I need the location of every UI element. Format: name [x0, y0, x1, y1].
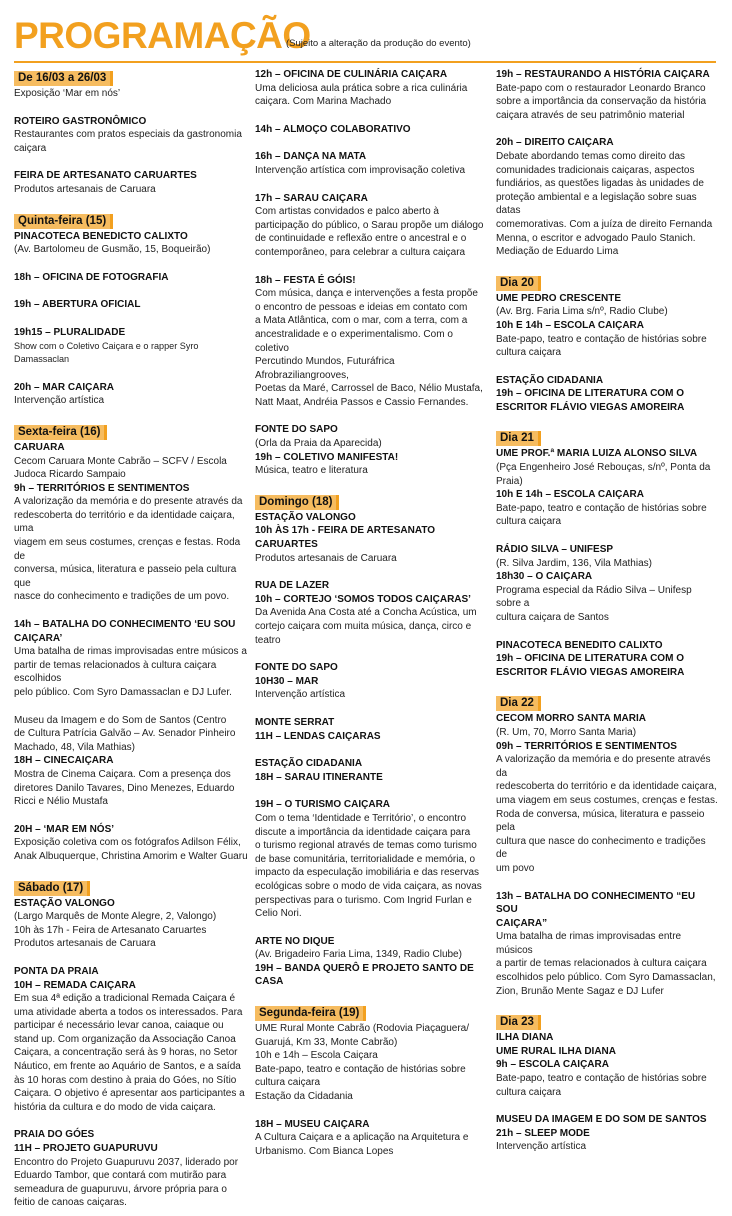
event-text: cultura caiçara de Santos — [496, 612, 609, 623]
venue-title: CECOM MORRO SANTA MARIA — [496, 713, 646, 725]
event-title: CAIÇARA” — [496, 917, 548, 929]
event-text: viagem em seus costumes, crenças e festas. Roda de — [14, 537, 241, 562]
event-text: uma atividade aberta a todos os interessados. Para — [14, 1006, 243, 1018]
event-item — [14, 87, 248, 101]
event-text: redescoberta do território e da identidade caiçara, uma — [14, 509, 235, 535]
event-text: Bate-papo, teatro e contação de histórias sobre — [496, 1073, 707, 1085]
event-text: Restaurantes com pratos especiais da gastronomia — [14, 129, 242, 141]
event-item — [14, 441, 248, 604]
event-title: 19h – OFICINA DE LITERATURA COM O — [496, 388, 684, 400]
event-title: 10h E 14h – ESCOLA CAIÇARA — [496, 489, 644, 501]
event-text: partir de temas relacionados à cultura caiçara escolhidos — [14, 659, 217, 685]
venue-address: Machado, 48, Vila Mathias) — [14, 741, 135, 753]
page-title: PROGRAMAÇÃO — [14, 15, 311, 56]
event-text: Eduardo Tambor, que contará com mutirão para — [14, 1170, 227, 1182]
event-text: Debate abordando temas como direito das — [496, 150, 686, 162]
event-text: de continuidade e reflexão entre o ancestral e o — [255, 233, 467, 245]
venue-address: Cecom Caruara Monte Cabrão – SCFV / Escola — [14, 455, 227, 467]
event-text: Show com o Coletivo Caiçara e o rapper Syro Damassaclan — [14, 340, 199, 365]
schedule-column-2 — [255, 68, 489, 1164]
event-item — [496, 890, 718, 999]
event-text: Caiçara, a concentração será às 9 horas, no Setor — [14, 1047, 238, 1059]
venue-title: UME PEDRO CRESCENTE — [496, 292, 622, 304]
event-title: 17h – SARAU CAIÇARA — [255, 192, 368, 204]
event-text: Uma deliciosa aula prática sobre a rica culinária — [255, 82, 468, 94]
event-title: 18h – OFICINA DE FOTOGRAFIA — [14, 271, 169, 283]
day-heading-segunda: Segunda-feira (19) — [255, 1006, 366, 1021]
event-item — [14, 230, 248, 257]
schedule-column-1 — [14, 68, 248, 1216]
event-title: 19h – ABERTURA OFICIAL — [14, 299, 141, 311]
event-text: ecológicas sobre o modo de vida caiçara, as novas — [255, 880, 482, 892]
event-text: Mostra de Cinema Caiçara. Com a presença dos — [14, 768, 231, 780]
event-text: Náutico, em frente ao Aquário de Santos, e a saída — [14, 1061, 241, 1073]
event-text: Bate-papo, teatro e contação de histórias sobre — [255, 1063, 466, 1075]
event-text: cultura caiçara — [496, 516, 562, 528]
event-text: Uma batalha de rimas improvisadas entre músicos — [496, 931, 682, 956]
event-text: 10h e 14h – Escola Caiçara — [255, 1050, 378, 1062]
event-item — [496, 292, 718, 360]
event-item — [255, 579, 489, 647]
event-text: história da cultura e do modo de vida caiçara. — [14, 1101, 216, 1113]
event-text: Bate-papo com o restaurador Leonardo Branco — [496, 82, 706, 94]
event-text: Uma batalha de rimas improvisadas entre músicos a — [14, 646, 247, 658]
venue-title: MONTE SERRAT — [255, 716, 335, 728]
event-title: 10h – CORTEJO ‘SOMOS TODOS CAIÇARAS’ — [255, 593, 471, 605]
event-item — [255, 150, 489, 177]
event-text: Roda de conversa, música, literatura e passeio pela — [496, 808, 705, 834]
event-text: cultura caiçara — [496, 1086, 562, 1098]
event-text: às 10 horas com destino à praia do Góes, no Sítio — [14, 1074, 237, 1086]
event-title: ROTEIRO GASTRONÔMICO — [14, 115, 147, 127]
header-divider — [14, 61, 716, 63]
event-title: ESCRITOR FLÁVIO VIEGAS AMOREIRA — [496, 401, 685, 413]
event-text: caiçara. Com Marina Machado — [255, 96, 392, 108]
event-title: 20h – DIREITO CAIÇARA — [496, 137, 614, 149]
event-text: Produtos artesanais de Caruara — [14, 183, 156, 195]
event-title: 19h – OFICINA DE LITERATURA COM O — [496, 653, 684, 665]
event-item — [496, 639, 718, 680]
event-item — [14, 271, 248, 285]
event-title: 9h – ESCOLA CAIÇARA — [496, 1059, 609, 1071]
event-item — [14, 714, 248, 809]
event-text: cultura caiçara — [496, 347, 562, 359]
event-text: Programa especial da Rádio Silva – Unifesp sobre a — [496, 584, 692, 610]
event-title: 14h – BATALHA DO CONHECIMENTO ‘EU SOU — [14, 619, 236, 631]
venue-title: ESTAÇÃO CIDADANIA — [255, 758, 363, 770]
event-text: Ricci e Nélio Mustafa — [14, 796, 108, 808]
event-text: Exposição ‘Mar em nós’ — [14, 88, 121, 99]
venue-title: RÁDIO SILVA – UNIFESP — [496, 544, 614, 556]
day-heading-dia-23: Dia 23 — [496, 1015, 541, 1030]
event-text: pelo público. Com Syro Damassaclan e DJ Lufer. — [14, 687, 232, 698]
event-title: 20h – MAR CAIÇARA — [14, 381, 115, 393]
venue-address: (Pça Engenheiro José Rebouças, s/nº, Ponta da — [496, 462, 711, 474]
event-item — [255, 716, 489, 743]
event-text: redescoberta do território e da identidade caiçara, — [496, 781, 717, 793]
event-item — [14, 298, 248, 312]
day-heading-dia-21: Dia 21 — [496, 431, 541, 446]
venue-address: (Av. Brg. Faria Lima s/nº, Radio Clube) — [496, 306, 668, 318]
event-text: discute a importância da identidade caiçara para — [255, 826, 471, 838]
event-title: CAIÇARA’ — [14, 632, 63, 644]
event-item — [255, 68, 489, 109]
event-text: contemporâneo, para celebrar a cultura caiçara — [255, 246, 466, 258]
event-text: uma viagem em seus costumes, crenças e festas. — [496, 794, 718, 806]
event-text: comemorativas. Com a juíza de direito Fernanda — [496, 218, 713, 230]
event-text: cultura caiçara — [255, 1077, 321, 1089]
event-text: stand up. Com organização da Associação Canoa — [14, 1033, 236, 1045]
event-title: 19H – O TURISMO CAIÇARA — [255, 799, 391, 811]
event-title: 9h – TERRITÓRIOS E SENTIMENTOS — [14, 482, 190, 494]
event-text: Da Avenida Ana Costa até a Concha Acústica, um — [255, 607, 477, 619]
venue-address: (Av. Bartolomeu de Gusmão, 15, Boqueirão) — [14, 244, 211, 256]
venue-title: ILHA DIANA — [496, 1032, 554, 1044]
event-title: 19h – COLETIVO MANIFESTA! — [255, 451, 399, 463]
event-text: de base comunitária, territorialidade e memória, o — [255, 853, 476, 865]
event-title: 19h15 – PLURALIDADE — [14, 326, 126, 338]
venue-address: UME Rural Monte Cabrão (Rodovia Piaçaguera/ — [255, 1023, 469, 1035]
event-title: 18H – MUSEU CAIÇARA — [255, 1118, 370, 1130]
event-text: A valorização da memória e do presente através da — [14, 496, 243, 508]
event-item — [496, 1031, 718, 1099]
event-item — [14, 618, 248, 700]
event-text: sobre a importância da conservação da história — [496, 96, 707, 108]
venue-title: ESTAÇÃO VALONGO — [255, 511, 356, 523]
event-text: participação do público, o Sarau propõe um diálogo — [255, 219, 484, 231]
day-heading-dia-22: Dia 22 — [496, 696, 541, 711]
event-text: A Cultura Caiçara e a aplicação na Arquitetura e — [255, 1132, 469, 1144]
event-title: 12h – OFICINA DE CULINÁRIA CAIÇARA — [255, 69, 448, 80]
event-item — [255, 1118, 489, 1159]
event-text: Bate-papo, teatro e contação de histórias sobre — [496, 333, 707, 345]
event-text: o turismo regional através de temas como turismo — [255, 840, 477, 852]
venue-address: Praia) — [496, 475, 523, 487]
event-title: 14h – ALMOÇO COLABORATIVO — [255, 123, 411, 135]
event-title: 10H – REMADA CAIÇARA — [14, 979, 136, 991]
venue-title: PINACOTECA BENEDITO CALIXTO — [496, 639, 663, 651]
event-item — [496, 712, 718, 875]
event-text: Anak Albuquerque, Christina Amorim e Walter Guaru — [14, 850, 248, 862]
event-text: Estação da Cidadania — [255, 1091, 353, 1103]
event-text: Percutindo Mundos, Futuráfrica Afrobraziliangrooves, — [255, 356, 395, 381]
venue-title: FONTE DO SAPO — [255, 662, 338, 674]
event-text: Exposição coletiva com os fotógrafos Adilson Félix, — [14, 837, 241, 849]
page-subtitle: (Sujeito a alteração da produção do evento) — [286, 38, 471, 49]
event-title: 18H – CINECAIÇARA — [14, 755, 114, 767]
venue-title: ESTAÇÃO VALONGO — [14, 897, 115, 909]
event-title: CASA — [255, 976, 284, 988]
event-text: Poetas da Maré, Carrossel de Baco, Nélio Mustafa, — [255, 383, 483, 395]
venue-address: (Av. Brigadeiro Faria Lima, 1349, Radio Clube) — [255, 949, 462, 961]
event-item — [255, 123, 489, 137]
event-text: comunidades tradicionais caiçaras, aspectos — [496, 164, 695, 176]
day-heading-sabado: Sábado (17) — [14, 881, 90, 896]
event-title: 21h – SLEEP MODE — [496, 1127, 590, 1139]
event-text: Em sua 4ª edição a tradicional Remada Caiçara é — [14, 993, 236, 1005]
event-text: Celio Nori. — [255, 908, 302, 920]
day-heading-16-26-mar: De 16/03 a 26/03 — [14, 71, 113, 86]
event-title: FEIRA DE ARTESANATO CARUARTES — [14, 170, 197, 182]
event-item — [255, 661, 489, 702]
venue-title: MUSEU DA IMAGEM E DO SOM DE SANTOS — [496, 1114, 707, 1126]
event-text: Natt Maat, Andréia Passos e Cassio Fernandes. — [255, 396, 469, 408]
venue-address: (Largo Marquês de Monte Alegre, 2, Valongo) — [14, 911, 217, 923]
event-title: 18H – SARAU ITINERANTE — [255, 771, 383, 783]
event-text: proteção ambiental e a legislação sobre suas datas — [496, 191, 697, 217]
event-text: nasce do conhecimento e tradições de um povo. — [14, 591, 230, 603]
venue-title: PONTA DA PRAIA — [14, 965, 99, 977]
event-item — [496, 136, 718, 258]
venue-address: Judoca Ricardo Sampaio — [14, 469, 126, 481]
event-text: cortejo caiçara com muita música, dança, circo e — [255, 621, 472, 632]
event-text: Música, teatro e literatura — [255, 465, 368, 477]
event-item — [255, 1022, 489, 1104]
venue-title: CARUARA — [14, 441, 65, 453]
event-text: a partir de temas relacionados à cultura caiçara — [496, 958, 707, 970]
event-item — [14, 115, 248, 156]
event-text: Com o tema ‘Identidade e Território’, o encontro — [255, 812, 467, 824]
venue-address: de Cultura Patrícia Galvão – Av. Senador Pinheiro — [14, 728, 236, 740]
event-text: participar é necessário levar canoa, caiaque ou — [14, 1020, 224, 1032]
event-text: caiçara através de seu patrimônio material — [496, 109, 685, 121]
event-item — [255, 757, 489, 784]
event-title: 13h – BATALHA DO CONHECIMENTO “EU SOU — [496, 890, 696, 916]
event-item — [255, 192, 489, 260]
event-item — [255, 798, 489, 920]
event-text: Mediação de Eduardo Lima — [496, 246, 619, 258]
event-item — [496, 1113, 718, 1154]
event-text: teatro — [255, 634, 281, 646]
event-text: Intervenção artística — [496, 1141, 587, 1153]
event-title: 11H – PROJETO GUAPURUVU — [14, 1143, 158, 1155]
event-text: caiçara — [14, 142, 47, 154]
event-text: feitio de canoas caiçaras. — [14, 1197, 127, 1209]
event-text: perspectivas para o turismo. Com Ingrid Furlan e — [255, 894, 472, 906]
event-title: 10H30 – MAR — [255, 675, 319, 687]
event-text: escolhidos pelo público. Com Syro Damassaclan, — [496, 972, 716, 984]
venue-title: ARTE NO DIQUE — [255, 935, 335, 947]
event-text: Menna, o escritor e advogado Paulo Stanich. — [496, 232, 696, 244]
event-text: A valorização da memória e do presente através da — [496, 754, 711, 779]
event-text: impacto da especulação imobiliária e das reservas — [255, 867, 480, 879]
venue-address: Museu da Imagem e do Som de Santos (Centro — [14, 714, 227, 726]
venue-address: (Orla da Praia da Aparecida) — [255, 438, 382, 450]
event-item — [14, 823, 248, 864]
event-text: Produtos artesanais de Caruara — [255, 552, 397, 564]
event-text: semeadura de guapuruvu, árvore própria para o — [14, 1183, 227, 1195]
venue-title: PINACOTECA BENEDICTO CALIXTO — [14, 230, 188, 242]
event-text: o encontro de pessoas e ideias em contato com — [255, 301, 468, 313]
event-text: Intervenção artística — [255, 689, 346, 701]
event-item — [14, 326, 248, 367]
event-text: Intervenção artística com improvisação coletiva — [255, 164, 466, 176]
event-text: ancestralidade e o experimentalismo. Com o coletivo — [255, 328, 453, 354]
schedule-column-3 — [496, 68, 718, 1160]
event-item — [14, 965, 248, 1115]
event-text: 10h às 17h - Feira de Artesanato Caruartes — [14, 924, 207, 936]
event-text: fundiários, as questões ligadas às unidades de — [496, 178, 704, 190]
event-item — [496, 374, 718, 415]
event-item — [496, 543, 718, 625]
day-heading-sexta: Sexta-feira (16) — [14, 425, 107, 440]
day-heading-domingo: Domingo (18) — [255, 495, 339, 510]
event-item — [496, 447, 718, 529]
event-text: um povo — [496, 862, 535, 874]
venue-title: UME PROF.ª MARIA LUIZA ALONSO SILVA — [496, 448, 698, 460]
venue-address: (R. Silva Jardim, 136, Vila Mathias) — [496, 557, 652, 569]
event-item — [14, 169, 248, 196]
venue-title: RUA DE LAZER — [255, 580, 330, 592]
event-title: 18h30 – O CAIÇARA — [496, 571, 593, 583]
event-item — [14, 897, 248, 951]
day-heading-dia-20: Dia 20 — [496, 276, 541, 291]
event-item — [496, 68, 718, 122]
venue-title: PRAIA DO GÓES — [14, 1129, 95, 1141]
event-title: 16h – DANÇA NA MATA — [255, 151, 367, 163]
event-title: CARUARTES — [255, 539, 318, 551]
event-title: ESCRITOR FLÁVIO VIEGAS AMOREIRA — [496, 666, 685, 678]
event-text: a Mata Atlântica, com o mar, com a terra, com a — [255, 315, 468, 327]
venue-subtitle: UME RURAL ILHA DIANA — [496, 1045, 616, 1057]
event-title: 11H – LENDAS CAIÇARAS — [255, 730, 381, 742]
event-item — [255, 935, 489, 989]
event-text: Com música, dança e intervenções a festa propõe — [255, 288, 478, 300]
venue-address: Guarujá, Km 33, Monte Cabrão) — [255, 1036, 398, 1048]
event-title: 20H – ‘MAR EM NÓS’ — [14, 823, 115, 835]
day-heading-quinta: Quinta-feira (15) — [14, 214, 113, 229]
event-text: Intervenção artística — [14, 395, 105, 407]
event-text: conversa, música, literatura e passeio pela cultura que — [14, 564, 237, 589]
event-title: 19h – RESTAURANDO A HISTÓRIA CAIÇARA — [496, 69, 710, 80]
event-title: 18h – FESTA É GÓIS! — [255, 274, 356, 286]
event-title: 10h E 14h – ESCOLA CAIÇARA — [496, 319, 644, 331]
event-text: diretores Danilo Tavares, Dino Menezes, Eduardo — [14, 782, 235, 794]
event-title: 09h – TERRITÓRIOS E SENTIMENTOS — [496, 740, 677, 752]
venue-title: FONTE DO SAPO — [255, 424, 338, 436]
event-item — [14, 1128, 248, 1210]
event-title: 10h ÀS 17h - FEIRA DE ARTESANATO — [255, 525, 436, 537]
event-title: 19H – BANDA QUERÔ E PROJETO SANTO DE — [255, 962, 474, 974]
event-text: Bate-papo, teatro e contação de histórias sobre — [496, 502, 707, 514]
event-item — [255, 423, 489, 477]
venue-address: (R. Um, 70, Morro Santa Maria) — [496, 726, 637, 738]
venue-title: ESTAÇÃO CIDADANIA — [496, 374, 604, 386]
event-text: Urbanismo. Com Bianca Lopes — [255, 1145, 394, 1157]
event-item — [255, 511, 489, 565]
event-text: Zion, Brunão Mente Sagaz e DJ Lufer — [496, 985, 664, 997]
event-text: cultura que nasce do conhecimento e tradições de — [496, 835, 706, 861]
event-text: Caiçara. O objetivo é apresentar aos participantes a — [14, 1088, 245, 1100]
event-text: Com artistas convidados e palco aberto à — [255, 206, 439, 218]
event-text: Produtos artesanais de Caruara — [14, 938, 156, 950]
event-item — [255, 274, 489, 410]
event-item — [14, 381, 248, 408]
event-text: Encontro do Projeto Guapuruvu 2037, liderado por — [14, 1156, 239, 1168]
page-header — [14, 14, 716, 58]
